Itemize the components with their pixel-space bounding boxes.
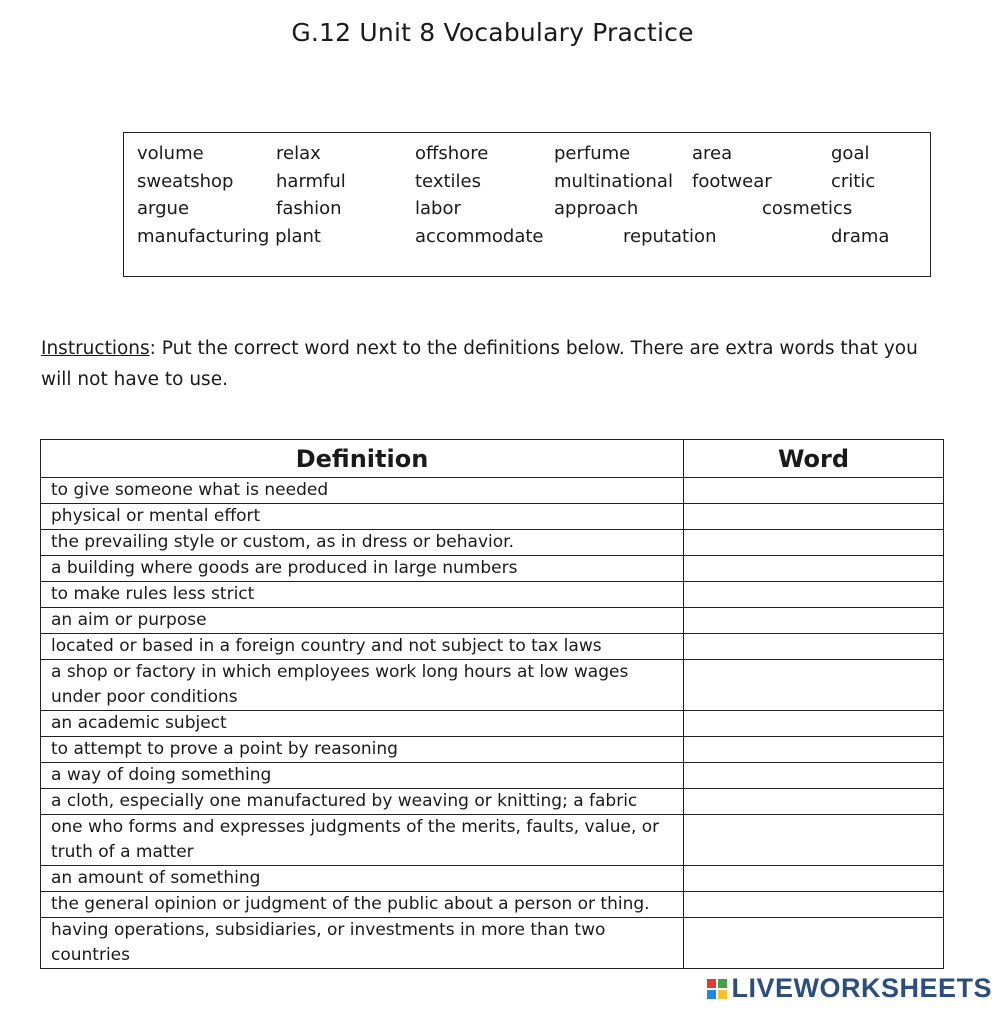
page-title: G.12 Unit 8 Vocabulary Practice bbox=[291, 18, 694, 47]
word-bank-item: cosmetics bbox=[762, 198, 853, 219]
table-row bbox=[41, 789, 944, 815]
word-answer-cell[interactable] bbox=[684, 815, 944, 866]
table-row bbox=[41, 892, 944, 918]
definition-column-header: Definition bbox=[41, 440, 684, 478]
liveworksheets-watermark bbox=[707, 973, 992, 1004]
word-answer-cell[interactable] bbox=[684, 866, 944, 892]
word-answer-cell[interactable] bbox=[684, 634, 944, 660]
table-row bbox=[41, 504, 944, 530]
instructions-text: : Put the correct word next to the definitions below. There are extra words that you will not have to use. bbox=[41, 338, 918, 390]
definitions-table bbox=[40, 439, 944, 969]
definition-cell: the prevailing style or custom, as in dress or behavior. bbox=[41, 530, 684, 556]
definition-cell: a shop or factory in which employees work long hours at low wages under poor conditions bbox=[41, 660, 684, 711]
table-body bbox=[41, 478, 944, 969]
word-bank-item: labor bbox=[415, 198, 461, 219]
table-row bbox=[41, 582, 944, 608]
word-bank-item: goal bbox=[831, 143, 870, 164]
table-row bbox=[41, 918, 944, 969]
word-column-header: Word bbox=[684, 440, 944, 478]
table-row bbox=[41, 866, 944, 892]
word-bank bbox=[123, 132, 931, 277]
definition-cell: the general opinion or judgment of the public about a person or thing. bbox=[41, 892, 684, 918]
word-answer-cell[interactable] bbox=[684, 608, 944, 634]
word-bank-item: relax bbox=[276, 143, 321, 164]
word-answer-cell[interactable] bbox=[684, 556, 944, 582]
table-row bbox=[41, 660, 944, 711]
definition-cell: one who forms and expresses judgments of the merits, faults, value, or truth of a matter bbox=[41, 815, 684, 866]
word-bank-item: approach bbox=[554, 198, 639, 219]
word-bank-item: multinational bbox=[554, 171, 673, 192]
definition-cell: to make rules less strict bbox=[41, 582, 684, 608]
liveworksheets-logo-icon bbox=[707, 979, 727, 999]
definition-cell: to give someone what is needed bbox=[41, 478, 684, 504]
watermark-text: LIVEWORKSHEETS bbox=[731, 973, 992, 1003]
word-bank-item: offshore bbox=[415, 143, 489, 164]
table-row bbox=[41, 530, 944, 556]
definition-cell: to attempt to prove a point by reasoning bbox=[41, 737, 684, 763]
word-answer-cell[interactable] bbox=[684, 660, 944, 711]
table-row bbox=[41, 634, 944, 660]
definition-cell: a building where goods are produced in large numbers bbox=[41, 556, 684, 582]
table-header-row bbox=[41, 440, 944, 478]
word-bank-item: perfume bbox=[554, 143, 631, 164]
word-answer-cell[interactable] bbox=[684, 918, 944, 969]
table-row bbox=[41, 608, 944, 634]
word-bank-item: accommodate bbox=[415, 226, 544, 247]
table-row bbox=[41, 737, 944, 763]
table-row bbox=[41, 711, 944, 737]
instructions bbox=[41, 333, 951, 395]
word-answer-cell[interactable] bbox=[684, 789, 944, 815]
word-bank-item: reputation bbox=[623, 226, 717, 247]
word-answer-cell[interactable] bbox=[684, 892, 944, 918]
word-answer-cell[interactable] bbox=[684, 737, 944, 763]
definition-cell: a way of doing something bbox=[41, 763, 684, 789]
definition-cell: having operations, subsidiaries, or investments in more than two countries bbox=[41, 918, 684, 969]
definition-cell: physical or mental effort bbox=[41, 504, 684, 530]
word-answer-cell[interactable] bbox=[684, 504, 944, 530]
word-bank-item: textiles bbox=[415, 171, 481, 192]
definition-cell: an aim or purpose bbox=[41, 608, 684, 634]
word-bank-item: area bbox=[692, 143, 733, 164]
definition-cell: an academic subject bbox=[41, 711, 684, 737]
definition-cell: located or based in a foreign country and not subject to tax laws bbox=[41, 634, 684, 660]
word-answer-cell[interactable] bbox=[684, 763, 944, 789]
word-bank-item: drama bbox=[831, 226, 890, 247]
word-bank-item: manufacturing plant bbox=[137, 226, 321, 247]
word-bank-item: harmful bbox=[276, 171, 346, 192]
word-bank-item: fashion bbox=[276, 198, 342, 219]
definition-cell: an amount of something bbox=[41, 866, 684, 892]
word-bank-item: critic bbox=[831, 171, 876, 192]
table-row bbox=[41, 556, 944, 582]
table-row bbox=[41, 478, 944, 504]
word-bank-item: sweatshop bbox=[137, 171, 234, 192]
word-bank-item: volume bbox=[137, 143, 204, 164]
table-row bbox=[41, 815, 944, 866]
word-bank-item: argue bbox=[137, 198, 190, 219]
word-bank-item: footwear bbox=[692, 171, 772, 192]
table-row bbox=[41, 763, 944, 789]
word-answer-cell[interactable] bbox=[684, 478, 944, 504]
instructions-label: Instructions bbox=[41, 338, 150, 359]
word-answer-cell[interactable] bbox=[684, 711, 944, 737]
definition-cell: a cloth, especially one manufactured by weaving or knitting; a fabric bbox=[41, 789, 684, 815]
word-answer-cell[interactable] bbox=[684, 530, 944, 556]
word-answer-cell[interactable] bbox=[684, 582, 944, 608]
